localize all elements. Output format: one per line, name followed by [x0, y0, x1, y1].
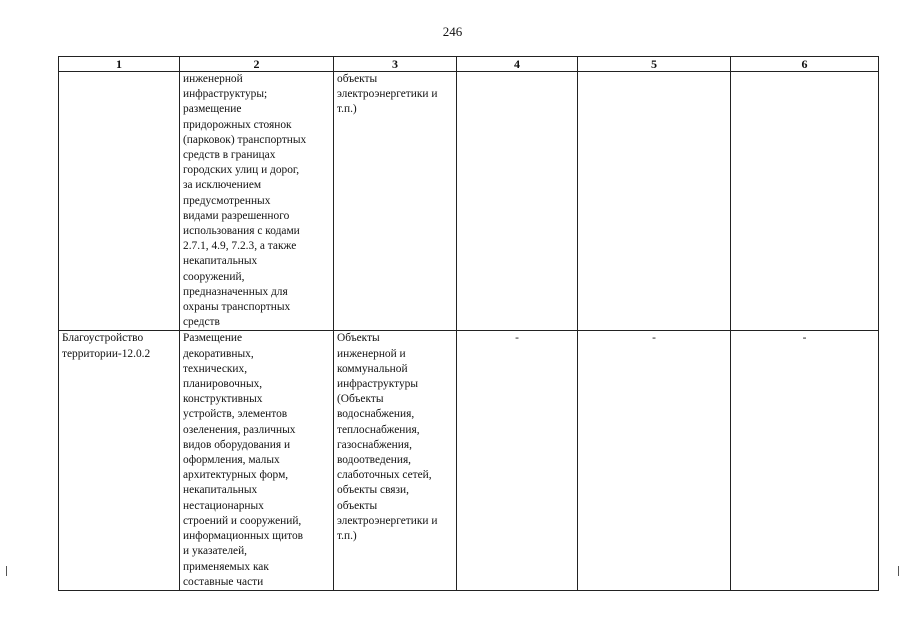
- table-row: [59, 72, 879, 331]
- cell-permitted-objects: Объекты инженерной и коммунальной инфраструктуры (Объекты водоснабжения, теплоснабжения, газоснабжения, водоотведения, слаботочных сетей, объекты связи, объекты электроэнергетики и т.п.): [334, 331, 457, 590]
- cell-col-6: -: [731, 331, 879, 590]
- scan-edge-mark-left: [6, 566, 7, 576]
- cell-land-use-name: [59, 72, 180, 331]
- cell-col-5: -: [578, 331, 731, 590]
- scan-edge-mark-right: [898, 566, 899, 576]
- page-number: 246: [442, 24, 463, 39]
- cell-land-use-description: Размещение декоративных, технических, планировочных, конструктивных устройств, элементов озеленения, различных видов оборудования и оформления, малых архитектурных форм, некапитальных нестационарных строений и сооружений, информационных щитов и указателей, применяемых как составные части: [180, 331, 334, 590]
- column-header-4: 4: [457, 57, 578, 72]
- column-header-1: 1: [59, 57, 180, 72]
- column-header-2: 2: [180, 57, 334, 72]
- column-header-5: 5: [578, 57, 731, 72]
- column-header-6: 6: [731, 57, 879, 72]
- cell-land-use-name: Благоустройство территории-12.0.2: [59, 331, 180, 590]
- cell-col-4: -: [457, 331, 578, 590]
- cell-col-5: [578, 72, 731, 331]
- table-row: [59, 331, 879, 590]
- cell-col-4: [457, 72, 578, 331]
- zoning-table: [58, 56, 879, 591]
- column-header-3: 3: [334, 57, 457, 72]
- cell-col-6: [731, 72, 879, 331]
- table-header-row: [59, 57, 879, 72]
- cell-land-use-description: инженерной инфраструктуры; размещение придорожных стоянок (парковок) транспортных средств в границах городских улиц и дорог, за исключением предусмотренных видами разрешенного использования с кодами 2.7.1, 4.9, 7.2.3, а также некапитальных сооружений, предназначенных для охраны транспортных средств: [180, 72, 334, 331]
- cell-permitted-objects: объекты электроэнергетики и т.п.): [334, 72, 457, 331]
